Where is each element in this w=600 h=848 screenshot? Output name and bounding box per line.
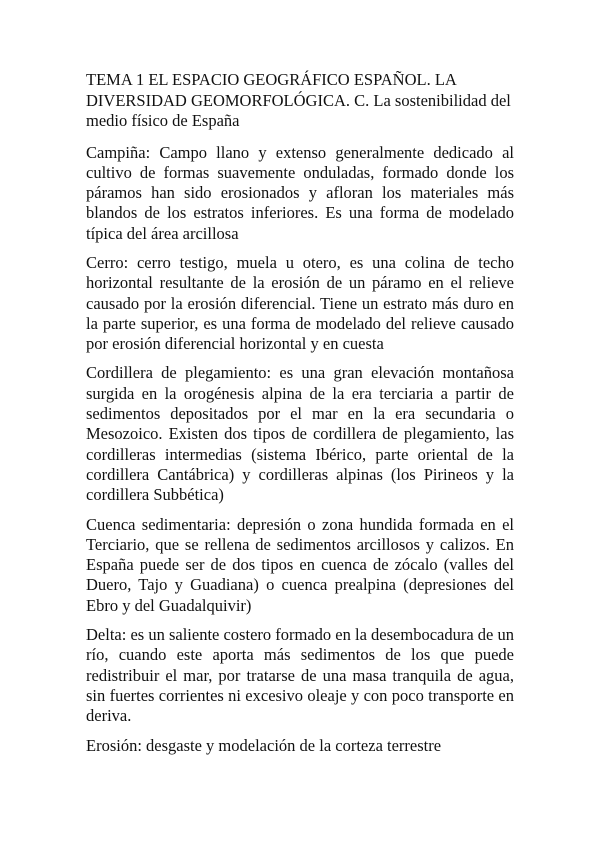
entry-cerro: Cerro: cerro testigo, muela u otero, es una colina de techo horizontal resultante de la erosión de un páramo en el relieve causado por la erosión diferencial. Tiene un estrato más duro en la parte superior, es una forma de modelado del relieve causado por erosión diferencial horizontal y en cuesta bbox=[86, 252, 514, 354]
entry-campina: Campiña: Campo llano y extenso generalmente dedicado al cultivo de formas suavemente onduladas, formado donde los páramos han sido erosionados y afloran los materiales más blandos de los estratos inferiores. Es una forma de modelado típica del área arcillosa bbox=[86, 142, 514, 243]
entry-cuenca-sedimentaria: Cuenca sedimentaria: depresión o zona hundida formada en el Terciario, que se rellena de sedimentos arcillosos y calizos. En España puede ser de dos tipos en cuenca de zócalo (valles del Duero, Tajo y Guadiana) o cuenca prealpina (depresiones del Ebro y del Guadalquivir) bbox=[86, 514, 514, 615]
entry-delta: Delta: es un saliente costero formado en la desembocadura de un río, cuando este aporta más sedimentos de los que puede redistribuir el mar, por tratarse de una masa tranquila de agua, sin fuertes corrientes ni excesivo oleaje y con poco transporte en deriva. bbox=[86, 625, 514, 726]
entry-erosion: Erosión: desgaste y modelación de la corteza terrestre bbox=[86, 735, 442, 755]
entry-cordillera-de-plegamiento: Cordillera de plegamiento: es una gran elevación montañosa surgida en la orogénesis alpina de la era terciaria a partir de sedimentos depositados por el mar en la era secundaria o Mesozoico. Existen dos tipos de cordillera de plegamiento, las cordilleras intermedias (sistema Ibérico, parte oriental de la cordillera Cantábrica) y cordilleras alpinas (los Pirineos y la cordillera Subbética) bbox=[86, 363, 514, 505]
document-title: TEMA 1 EL ESPACIO GEOGRÁFICO ESPAÑOL. LA DIVERSIDAD GEOMORFOLÓGICA. C. La sostenibilidad del medio físico de España bbox=[86, 70, 511, 130]
document-page bbox=[86, 70, 514, 765]
